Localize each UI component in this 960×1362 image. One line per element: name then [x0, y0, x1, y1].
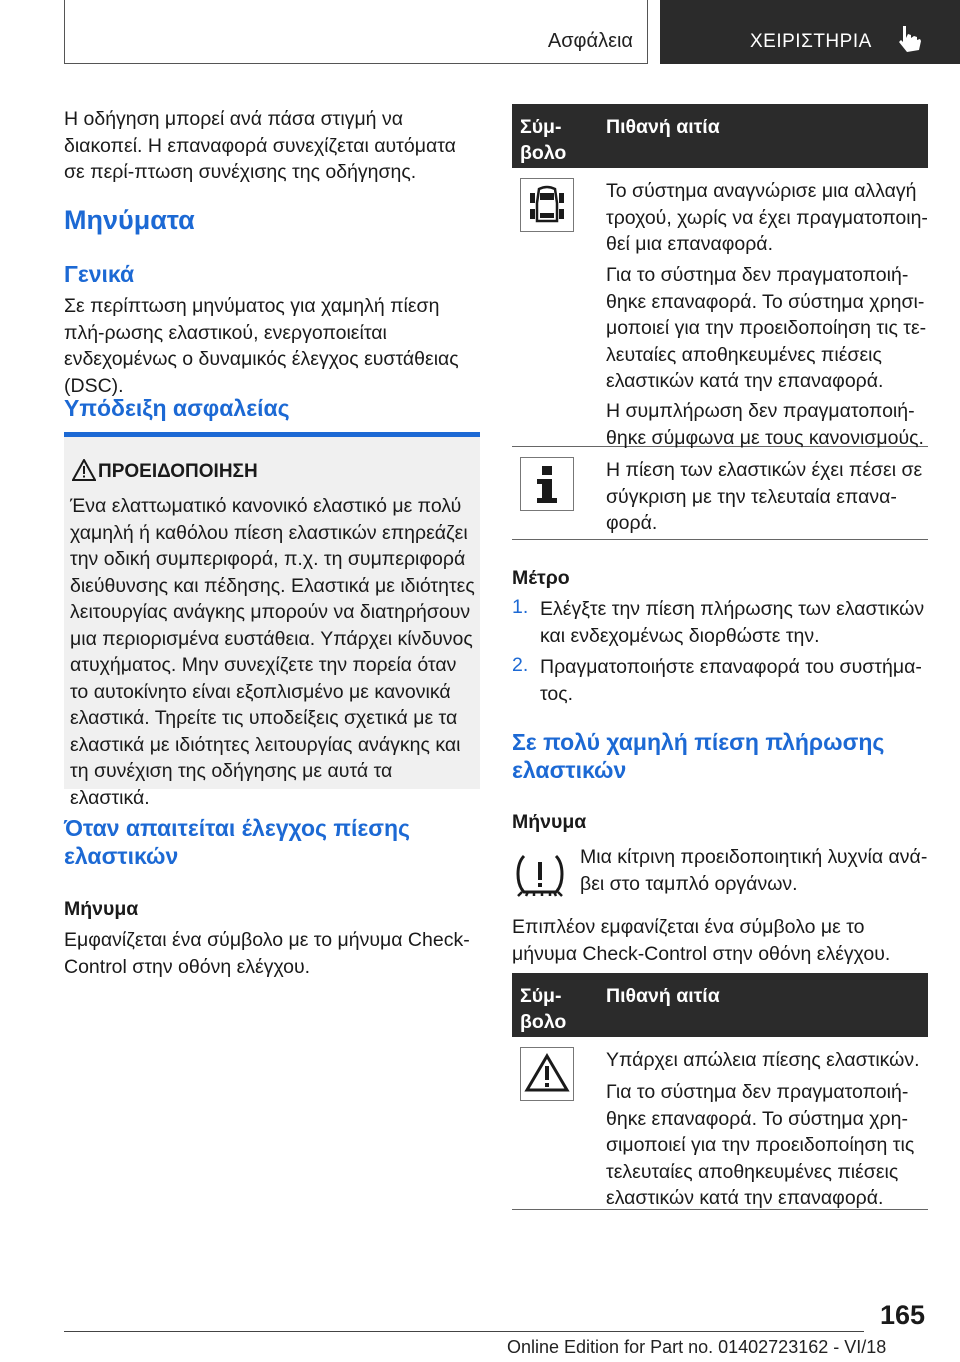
tire-pressure-warning-icon: [512, 848, 568, 904]
low-message-label: Μήνυμα: [512, 811, 587, 833]
warning-title: ΠΡΟΕΙΔΟΠΟΙΗΣΗ: [98, 461, 258, 482]
warning-triangle-icon: [72, 459, 96, 481]
messages-heading: Μηνύματα: [64, 205, 195, 235]
header-section-label: Ασφάλεια: [547, 30, 633, 52]
header-chapter-label: ΧΕΙΡΙΣΤΗΡΙΑ: [750, 31, 872, 52]
check-heading-line1: Όταν απαιτείται έλεγχος πίεσης: [64, 815, 411, 841]
warning-triangle-icon: [520, 1047, 574, 1101]
header-section-tab: [64, 0, 648, 64]
symbol-table-1: [512, 104, 928, 540]
footer-divider: [64, 1331, 864, 1332]
general-heading: Γενικά: [64, 261, 135, 287]
table-header: [512, 973, 928, 1037]
intro-paragraph: Η οδήγηση μπορεί ανά πάσα στιγμή να διακοπεί. Η επαναφορά συνεχίζεται αυτόματα σε περί-πτωση συνέχισης της οδήγησης.: [64, 108, 456, 183]
row1-text-2: Για το σύστημα δεν πραγματοποιή-θηκε επαναφορά. Το σύστημα χρησι-μοποιεί για την προειδοποίηση τις τε-λευταίες αποθηκευμένες πιέσεις ελαστικών κατά την επαναφορά.: [606, 264, 927, 392]
lamp-paragraph: Μια κίτρινη προειδοποιητική λυχνία ανά-βει στο ταμπλό οργάνων.: [580, 846, 928, 895]
row2-text-1: Η πίεση των ελαστικών έχει πέσει σε σύγκριση με την τελευταία επανα-φορά.: [606, 459, 923, 534]
page-number: 165: [880, 1300, 926, 1330]
header-cause: Πιθανή αιτία: [606, 985, 720, 1007]
table-row: [512, 447, 928, 540]
low-heading-line2: ελαστικών: [512, 757, 627, 783]
t2-text-2: Για το σύστημα δεν πραγματοποιή-θηκε επαναφορά. Το σύστημα χρη-σιμοποιεί για την προειδοποίηση τις τελευταίες αποθηκευμένες πιέσεις ελαστικών κατά την επαναφορά.: [606, 1081, 915, 1209]
header-symbol-line1: Σύμ-: [520, 116, 562, 138]
header-cause: Πιθανή αιτία: [606, 116, 720, 138]
safety-heading: Υπόδειξη ασφαλείας: [64, 395, 290, 421]
edition-text: Online Edition for Part no. 01402723162 - VI/18: [507, 1337, 887, 1357]
car-tire-icon: [520, 178, 574, 232]
t2-text-1: Υπάρχει απώλεια πίεσης ελαστικών.: [606, 1049, 920, 1071]
row1-text-1: Το σύστημα αναγνώρισε μια αλλαγή τροχού, χωρίς να έχει πραγματοποιη-θεί μια επαναφορά.: [606, 180, 928, 255]
header-symbol-line2: βολο: [520, 142, 567, 164]
table-row: [512, 168, 928, 447]
header-symbol-line2: βολο: [520, 1011, 567, 1033]
table-header: [512, 104, 928, 168]
check-heading-line2: ελαστικών: [64, 843, 179, 869]
measures-heading: Μέτρο: [512, 567, 570, 589]
check-paragraph: Εμφανίζεται ένα σύμβολο με το μήνυμα Check-Control στην οθόνη ελέγχου.: [64, 929, 470, 978]
list-item: Ελέγξτε την πίεση πλήρωσης των ελαστικών και ενδεχομένως διορθώστε την.: [540, 598, 925, 647]
header-symbol-line1: Σύμ-: [520, 985, 562, 1007]
table-row: [512, 1037, 928, 1210]
symbol-table-2: [512, 973, 928, 1210]
list-number: 2.: [512, 654, 529, 676]
check-message-label: Μήνυμα: [64, 898, 139, 920]
list-number: 1.: [512, 596, 529, 618]
warning-text: Ένα ελαττωματικό κανονικό ελαστικό με πολύ χαμηλή ή καθόλου πίεση ελαστικών επηρεάζει την οδική συμπεριφορά, π.χ. τη συμπεριφορά διεύθυνσης και πέδησης. Ελαστικά με ιδιότητες λειτουργίας ανάγκης μπορούν να διατηρήσουν μια περιορισμένα ευστάθεια. Υπάρχει κίνδυνος ατυχήματος. Μην συνεχίζετε την πορεία όταν το αυτοκίνητο είναι εξοπλισμένο με κανονικά ελαστικά. Τηρείτε τις υποδείξεις σχετικά με τα ελαστικά με ιδιότητες λειτουργίας ανάγκης και τη συνέχιση της οδήγησης με αυτά τα ελαστικά.: [70, 495, 475, 809]
info-icon: [520, 457, 574, 511]
extra-paragraph: Επιπλέον εμφανίζεται ένα σύμβολο με το μήνυμα Check-Control στην οθόνη ελέγχου.: [512, 916, 891, 965]
row1-text-3: Η συμπλήρωση δεν πραγματοποιή-θηκε σύμφωνα με τους κανονισμούς.: [606, 400, 924, 449]
hand-pointer-icon: [893, 24, 923, 54]
general-paragraph: Σε περίπτωση μηνύματος για χαμηλή πίεση πλή-ρωσης ελαστικού, ενεργοποιείται ενδεχομένως ο δυναμικός έλεγχος ευστάθειας (DSC).: [64, 295, 459, 397]
list-item: Πραγματοποιήστε επαναφορά του συστήμα-τος.: [540, 656, 922, 705]
low-heading-line1: Σε πολύ χαμηλή πίεση πλήρωσης: [512, 729, 885, 755]
warning-box: [64, 432, 480, 809]
